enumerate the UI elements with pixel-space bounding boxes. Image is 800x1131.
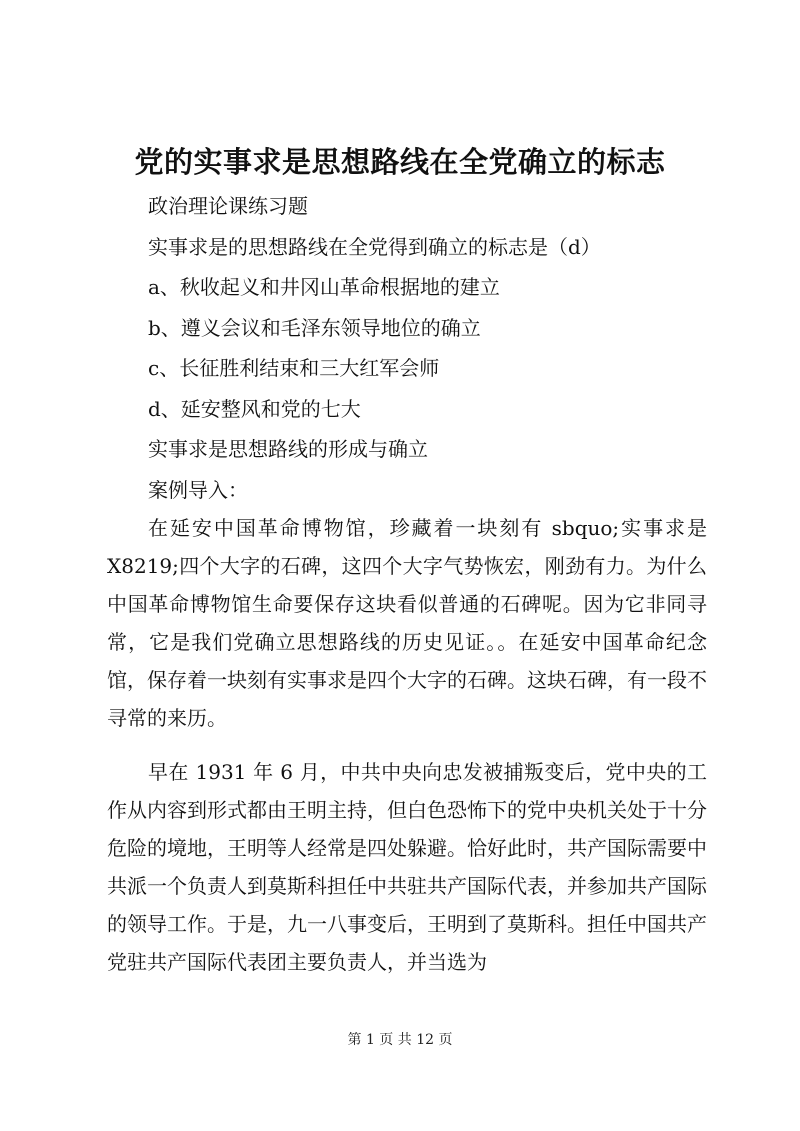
subtitle: 政治理论课练习题 [148, 194, 308, 218]
section-heading: 实事求是思想路线的形成与确立 [148, 437, 428, 461]
option-a: a、秋收起义和井冈山革命根据地的建立 [148, 275, 500, 299]
body-paragraph-1: 在延安中国革命博物馆，珍藏着一块刻有 sbquo;实事求是X8219;四个大字的石碑，这四个大字气势恢宏，刚劲有力。为什么中国革命博物馆生命要保存这块看似普通的石碑呢。因为它非同寻常，它是我们党确立思想路线的历史见证。。在延安中国革命纪念馆，保存着一块刻有实事求是四个大字的石碑。这块石碑，有一段不寻常的来历。 [107, 516, 707, 730]
case-intro-label: 案例导入： [148, 478, 248, 502]
page-footer: 第 1 页 共 12 页 [347, 1032, 453, 1048]
option-c: c、长征胜利结束和三大红军会师 [148, 356, 440, 380]
option-b: b、遵义会议和毛泽东领导地位的确立 [148, 316, 481, 340]
body-paragraph-2: 早在 1931 年 6 月，中共中央向忠发被捕叛变后，党中央的工作从内容到形式都由王明主持，但白色恐怖下的党中央机关处于十分危险的境地，王明等人经常是四处躲避。恰好此时，共产国际需要中共派一个负责人到莫斯科担任中共驻共产国际代表，并参加共产国际的领导工作。于是，九一八事变后，王明到了莫斯科。担任中国共产党驻共产国际代表团主要负责人，并当选为 [107, 760, 707, 974]
document-title: 党的实事求是思想路线在全党确立的标志 [134, 145, 666, 179]
option-d: d、延安整风和党的七大 [148, 397, 361, 421]
question-text: 实事求是的思想路线在全党得到确立的标志是（d） [148, 235, 601, 259]
